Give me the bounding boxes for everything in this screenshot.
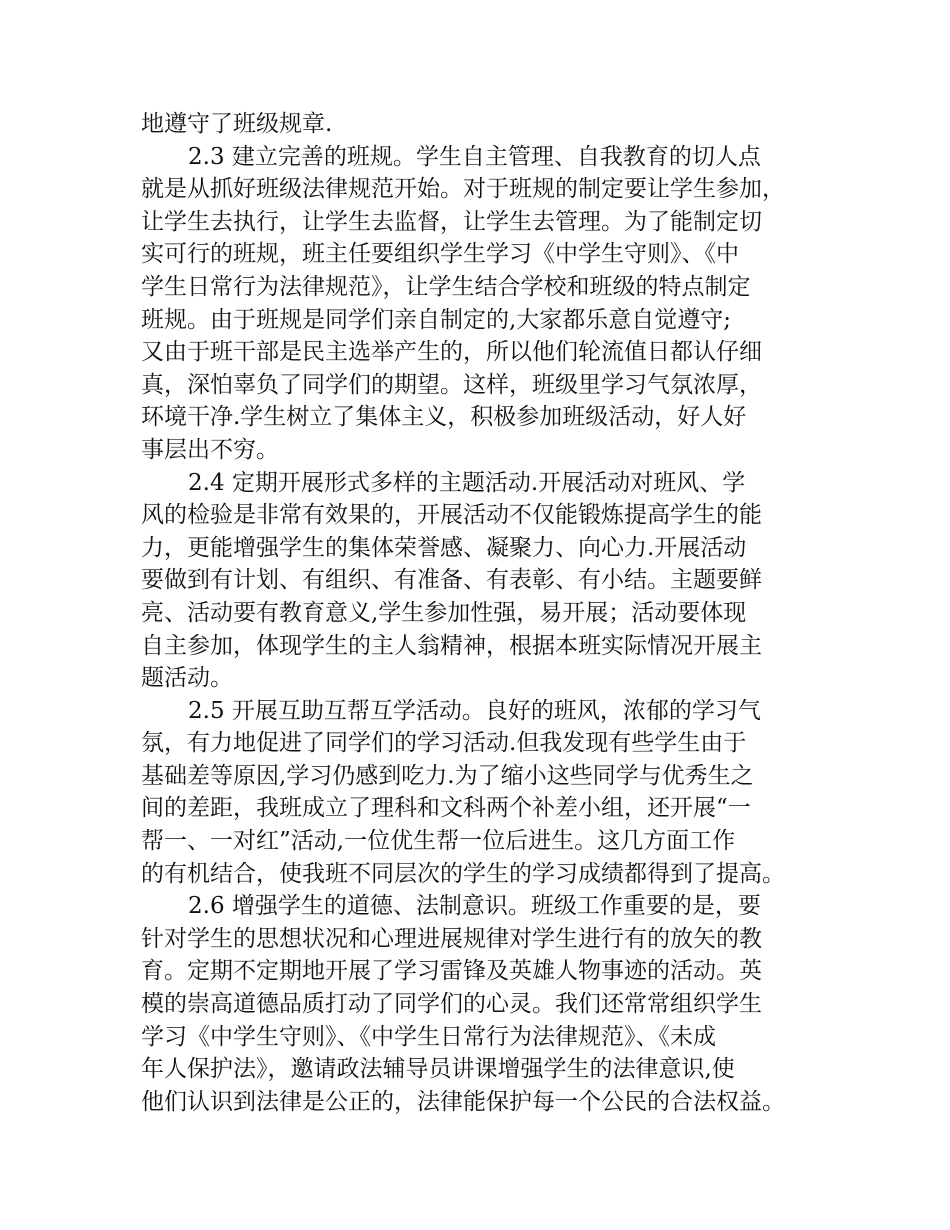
text-line: 风的检验是非常有效果的，开展活动不仅能锻炼提高学生的能 xyxy=(141,502,762,529)
section-2-3-heading-line: 2.3 建立完善的班规。学生自主管理、自我教育的切人点 xyxy=(188,143,761,170)
text-line: 就是从抓好班级法律规范开始。对于班规的制定要让学生参加， xyxy=(141,176,785,203)
text-line: 氛，有力地促进了同学们的学习活动.但我发现有些学生由于 xyxy=(141,730,747,757)
text-line: 地遵守了班级规章. xyxy=(141,111,333,137)
text-line: 育。定期不定期地开展了学习雷锋及英雄人物事迹的活动。英 xyxy=(141,958,762,985)
text-line: 年人保护法》，邀请政法辅导员讲课增强学生的法律意识,使 xyxy=(141,1056,735,1083)
text-line: 自主参加，体现学生的主人翁精神，根据本班实际情况开展主 xyxy=(141,632,762,659)
section-2-6-heading-line: 2.6 增强学生的道德、法制意识。班级工作重要的是，要 xyxy=(188,893,761,920)
text-line: 班规。由于班规是同学们亲自制定的,大家都乐意自觉遵守; xyxy=(141,306,732,333)
text-line: 又由于班干部是民主选举产生的，所以他们轮流值日都认仔细 xyxy=(141,339,762,366)
section-2-5-heading-line: 2.5 开展互助互帮互学活动。良好的班风，浓郁的学习气 xyxy=(188,697,761,724)
text-line: 模的崇高道德品质打动了同学们的心灵。我们还常常组织学生 xyxy=(141,991,762,1018)
text-line: 学习《中学生守则》、《中学生日常行为法律规范》、《未成 xyxy=(141,1023,716,1050)
text-line: 实可行的班规，班主任要组织学生学习《中学生守则》、《中 xyxy=(141,241,739,268)
text-line: 帮一、一对红”活动,一位优生帮一位后进生。这几方面工作 xyxy=(141,828,736,855)
text-line: 亮、活动要有教育意义,学生参加性强，易开展；活动要体现 xyxy=(141,599,747,626)
text-line: 力，更能增强学生的集体荣誉感、凝聚力、向心力.开展活动 xyxy=(141,534,747,561)
text-line: 间的差距，我班成立了理科和文科两个补差小组，还开展“一 xyxy=(141,795,751,822)
body-text xyxy=(141,108,831,1118)
text-line: 的有机结合，使我班不同层次的学生的学习成绩都得到了提高。 xyxy=(141,860,785,887)
text-line: 真，深怕辜负了同学们的期望。这样，班级里学习气氛浓厚， xyxy=(141,371,762,398)
text-line: 事层出不穷。 xyxy=(141,436,279,463)
text-line: 学生日常行为法律规范》，让学生结合学校和班级的特点制定 xyxy=(141,273,751,300)
text-line: 基础差等原因,学习仍感到吃力.为了缩小这些同学与优秀生之 xyxy=(141,762,754,789)
text-line: 针对学生的思想状况和心理进展规律对学生进行有的放矢的教 xyxy=(141,925,762,952)
text-line: 让学生去执行，让学生去监督，让学生去管理。为了能制定切 xyxy=(141,208,762,235)
text-line: 题活动。 xyxy=(141,665,233,692)
text-line: 他们认识到法律是公正的，法律能保护每一个公民的合法权益。 xyxy=(141,1088,785,1115)
section-2-4-heading-line: 2.4 定期开展形式多样的主题活动.开展活动对班风、学 xyxy=(188,469,746,496)
text-line: 要做到有计划、有组织、有准备、有表彰、有小结。主题要鲜 xyxy=(141,567,762,594)
text-line: 环境干净.学生树立了集体主义，积极参加班级活动，好人好 xyxy=(141,404,747,431)
